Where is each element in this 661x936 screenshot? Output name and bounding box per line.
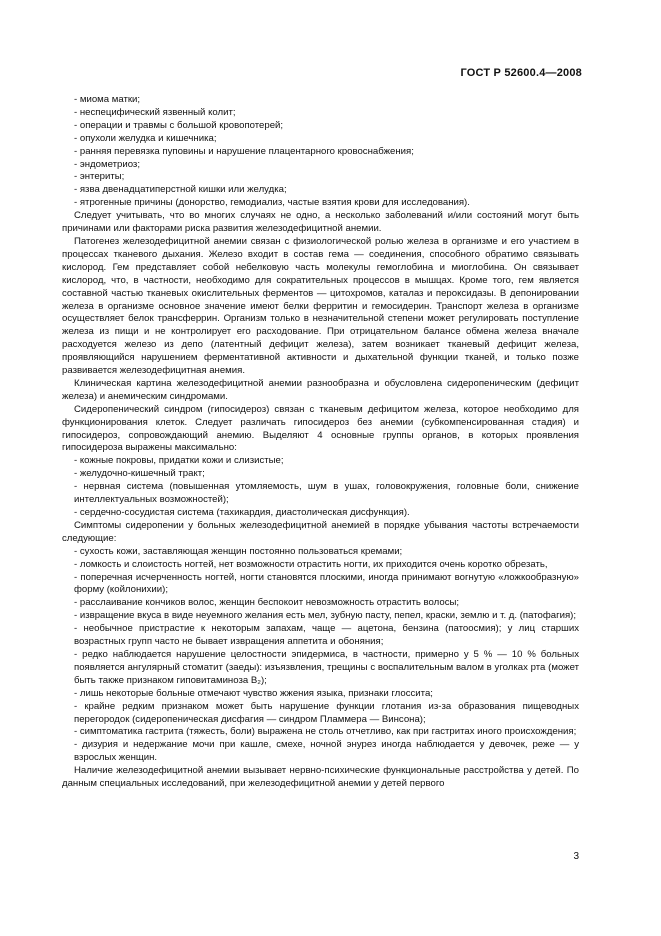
list-item: - сердечно-сосудистая система (тахикардия, диастолическая дисфункция). bbox=[74, 507, 410, 518]
paragraph: Симптомы сидеропении у больных железодефицитной анемией в порядке убывания частоты встречаемости следующие: bbox=[62, 519, 579, 544]
list-item: - желудочно-кишечный тракт; bbox=[74, 468, 205, 480]
list-item: - необычное пристрастие к некоторым запахам, чаще — ацетона, бензина (патоосмия); у лиц старших возрастных групп часто не бывает извращения аппетита и обоняния; bbox=[74, 623, 579, 648]
document-header: ГОСТ Р 52600.4—2008 bbox=[460, 67, 582, 79]
paragraph: Клиническая картина железодефицитной анемии разнообразна и обусловлена сидеропеническим (дефицит железа) и анемическим синдромами. bbox=[62, 377, 579, 402]
list-item: - нервная система (повышенная утомляемость, шум в ушах, головокружения, головные боли, снижение интеллектуальных возможностей); bbox=[74, 481, 579, 506]
list-item: - сухость кожи, заставляющая женщин постоянно пользоваться кремами; bbox=[74, 545, 403, 557]
page-number: 3 bbox=[573, 851, 579, 862]
paragraph: Сидеропенический синдром (гипосидероз) связан с тканевым дефицитом железа, которое необходимо для функционирования клеток. Следует различать гипосидероз без анемии (субкомпенсированная стадия) и гипосидероз, сопровождающий анемию. Выделяют 4 основные группы органов, в которых проявления гипосидероза выражены максимально: bbox=[62, 403, 579, 454]
list-item: - неспецифический язвенный колит; bbox=[74, 106, 236, 118]
list-item: - миома матки; bbox=[74, 94, 141, 105]
list-item: - ломкость и слоистость ногтей, нет возможности отрастить ногти, их приходится очень коротко обрезать, bbox=[74, 558, 548, 570]
list-item: - крайне редким признаком может быть нарушение функции глотания из-за образования пищеводных перегородок (сидеропеническая дисфагия — синдром Пламмера — Винсона); bbox=[74, 700, 579, 725]
list-item: - редко наблюдается нарушение целостности эпидермиса, в частности, примерно у 5 % — 10 % больных появляется ангулярный стоматит (заеды): изъязвления, трещины с воспалительным валом в уголках рта (может быть также признаком гиповитаминоза B₂); bbox=[74, 648, 579, 686]
list-item: - кожные покровы, придатки кожи и слизистые; bbox=[74, 455, 284, 467]
list-item: - ятрогенные причины (донорство, гемодиализ, частые взятия крови для исследования). bbox=[74, 197, 470, 209]
list-item: - извращение вкуса в виде неуемного желания есть мел, зубную пасту, пепел, краски, землю и т. д. (патофагия); bbox=[74, 610, 576, 622]
list-item: - ранняя перевязка пуповины и нарушение плацентарного кровоснабжения; bbox=[74, 145, 414, 157]
list-item: - симптоматика гастрита (тяжесть, боли) выражена не столь отчетливо, как при гастритах иного происхождения; bbox=[74, 726, 577, 738]
paragraph: Наличие железодефицитной анемии вызывает нервно-психические функциональные расстройства у детей. По данным специальных исследований, при железодефицитной анемии у детей первого bbox=[62, 765, 579, 790]
list-item: - энтериты; bbox=[74, 171, 125, 183]
list-item: - опухоли желудка и кишечника; bbox=[74, 132, 217, 144]
list-item: - лишь некоторые больные отмечают чувство жжения языка, признаки глоссита; bbox=[74, 687, 433, 699]
list-item: - язва двенадцатиперстной кишки или желудка; bbox=[74, 184, 287, 196]
list-item: - дизурия и недержание мочи при кашле, смехе, ночной энурез иногда наблюдается у девочек, реже — у взрослых женщин. bbox=[74, 739, 579, 764]
list-item: - поперечная исчерченность ногтей, ногти становятся плоскими, иногда принимают вогнутую «ложкообразную» форму (койлонихии); bbox=[74, 571, 579, 596]
list-item: - расслаивание кончиков волос, женщин беспокоит невозможность отрастить волосы; bbox=[74, 597, 460, 609]
paragraph: Патогенез железодефицитной анемии связан с физиологической ролью железа в организме и его участием в процессах тканевого дыхания. Железо входит в состав гема — соединения, способного обратимо связывать кислород. Гем представляет собой небелковую часть молекулы гемоглобина и миоглобина. Он связывает кислород, что, в частности, необходимо для сократительных процессов в мышцах. Кроме того, гем является составной частью тканевых окислительных ферментов — цитохромов, каталаз и пероксидазы. В депонировании железа в организме основное значение имеют белки ферритин и гемосидерин. Транспорт железа в организме осуществляет белок трансферрин. Организм только в незначительной степени может регулировать поступление железа из пищи и не контролирует его расходование. При отрицательном балансе обмена железа вначале расходуется железо из депо (латентный дефицит железа), затем возникает тканевый дефицит железа, проявляющийся нарушением ферментативной активности и дыхательной функции тканей, и только позже развивается железодефицитная анемия. bbox=[62, 235, 579, 377]
document-body bbox=[62, 94, 579, 791]
paragraph: Следует учитывать, что во многих случаях не одно, а несколько заболеваний и/или состояний могут быть причинами или факторами риска развития железодефицитной анемии. bbox=[62, 210, 579, 235]
list-item: - эндометриоз; bbox=[74, 158, 140, 170]
list-item: - операции и травмы с большой кровопотерей; bbox=[74, 119, 284, 131]
